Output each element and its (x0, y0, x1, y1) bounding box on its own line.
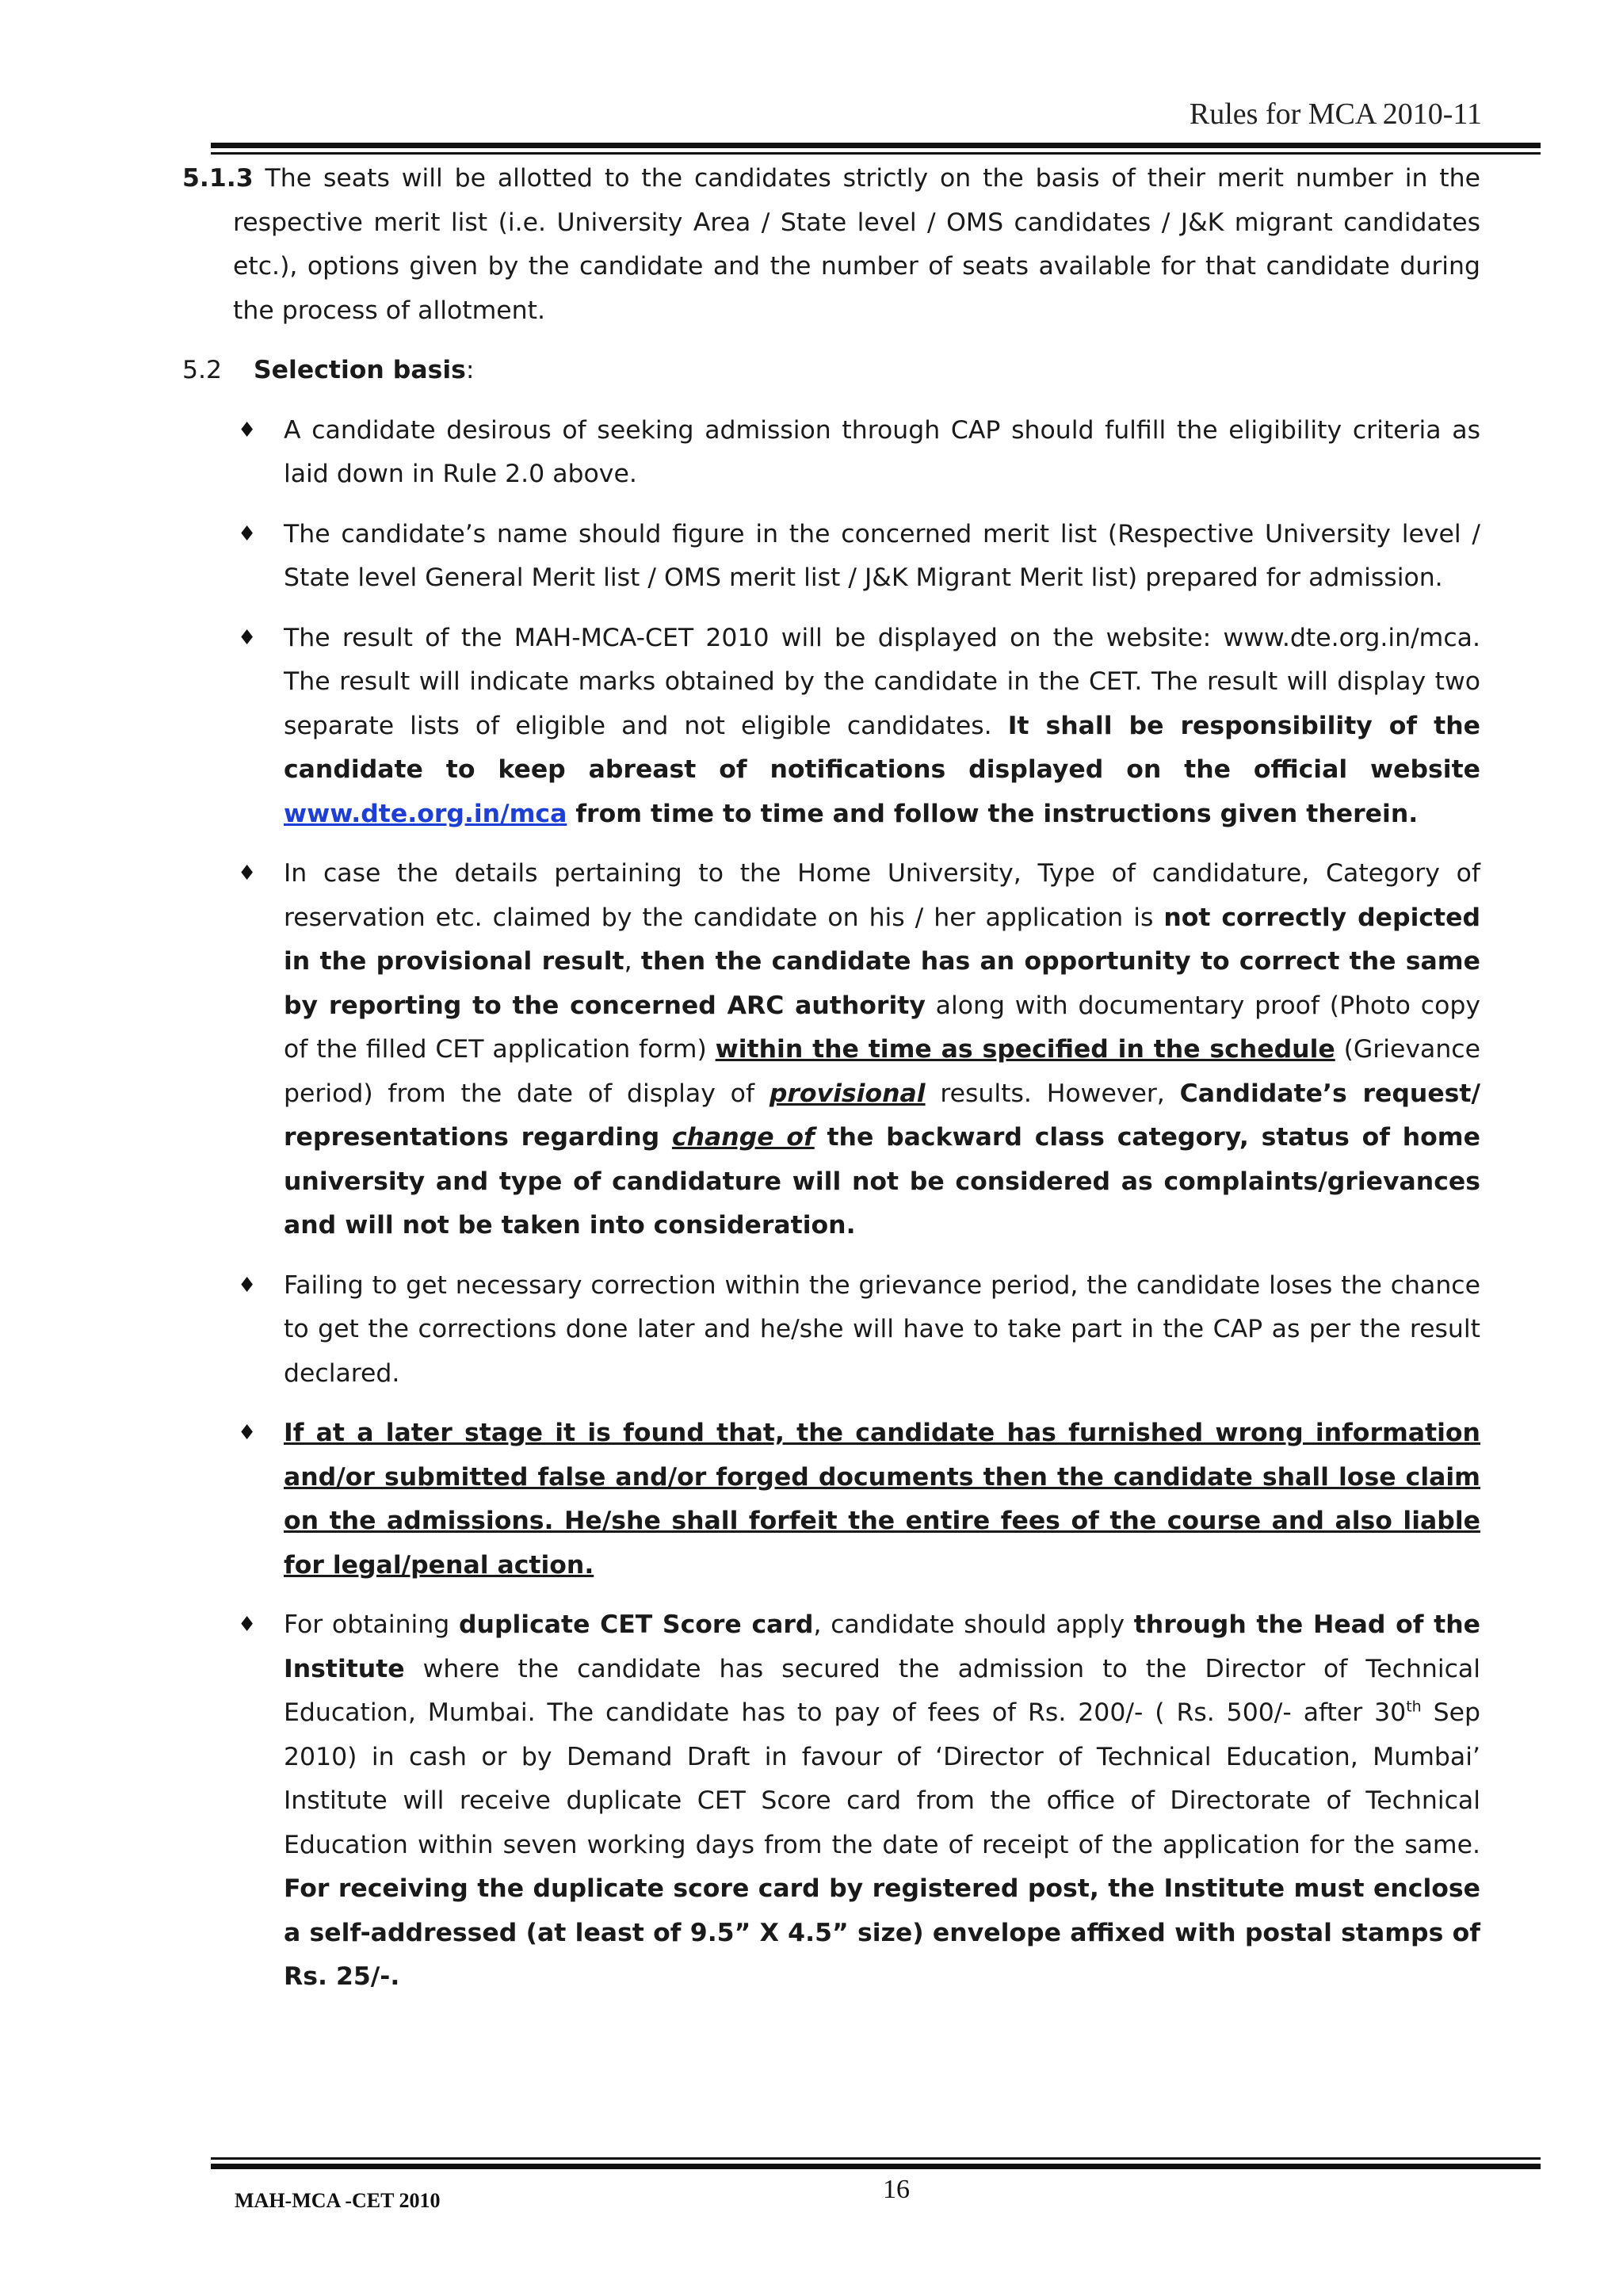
section-title: Selection basis (254, 356, 466, 384)
list-item: ♦ Failing to get necessary correction within the grievance period, the candidate loses the chance to get the corrections done later and he/she will have to take part in the CAP as per the result declared. (182, 1264, 1480, 1396)
footer-rule-thin (211, 2157, 1541, 2160)
page-content (182, 157, 1480, 2015)
diamond-bullet-icon: ♦ (238, 625, 257, 650)
list-item: ♦ For obtaining duplicate CET Score card, candidate should apply through the Head of the Institute where the candidate has secured the admission to the Director of Technical Education, Mumbai. The candidate has to pay of fees of Rs. 200/- ( Rs. 500/- after 30th Sep 2010) in cash or by Demand Draft in favour of ‘Director of Technical Education, Mumbai’ Institute will receive duplicate CET Score card from the office of Directorate of Technical Education within seven working days from the date of receipt of the application for the same. For receiving the duplicate score card by registered post, the Institute must enclose a self-addressed (at least of 9.5” X 4.5” size) envelope affixed with postal stamps of Rs. 25/-. (182, 1603, 1480, 2000)
section-5-1-3 (182, 157, 1480, 333)
selection-basis-list (182, 409, 1480, 2000)
header-title: Rules for MCA 2010-11 (1189, 97, 1482, 131)
list-item: ♦ In case the details pertaining to the Home University, Type of candidature, Category of reservation etc. claimed by the candidate on his / her application is not correctly depicted in the provisional result, then the candidate has an opportunity to correct the same by reporting to the concerned ARC authority along with documentary proof (Photo copy of the filled CET application form) within the time as specified in the schedule (Grievance period) from the date of display of provisional results. However, Candidate’s request/ representations regarding change of the backward class category, status of home university and type of candidature will not be considered as complaints/grievances and will not be taken into consideration. (182, 852, 1480, 1248)
diamond-bullet-icon: ♦ (238, 1421, 257, 1445)
footer-label: MAH-MCA -CET 2010 (235, 2189, 441, 2212)
diamond-bullet-icon: ♦ (238, 861, 257, 885)
section-5-2-heading: 5.2 Selection basis: (182, 349, 1480, 393)
diamond-bullet-icon: ♦ (238, 1613, 257, 1637)
list-item: ♦ A candidate desirous of seeking admission through CAP should fulfill the eligibility criteria as laid down in Rule 2.0 above. (182, 409, 1480, 497)
list-item: ♦ The candidate’s name should figure in the concerned merit list (Respective University level / State level General Merit list / OMS merit list / J&K Migrant Merit list) prepared for admission. (182, 513, 1480, 601)
diamond-bullet-icon: ♦ (238, 1273, 257, 1297)
website-link[interactable]: www.dte.org.in/mca (284, 799, 567, 828)
page-number: 16 (883, 2175, 910, 2204)
section-text: The seats will be allotted to the candidates strictly on the basis of their merit number in the respective merit list (i.e. University Area / State level / OMS candidates / J&K migrant candidates etc.), options given by the candidate and the number of seats available for that candidate during the process of allotment. (233, 164, 1480, 325)
header-rule-thin (211, 152, 1541, 155)
footer-rule-thick (211, 2164, 1541, 2169)
diamond-bullet-icon: ♦ (238, 418, 257, 442)
section-number: 5.2 (182, 356, 223, 384)
header-rule-thick (211, 143, 1541, 148)
section-number: 5.1.3 (182, 164, 254, 193)
diamond-bullet-icon: ♦ (238, 521, 257, 546)
list-item: ♦ The result of the MAH-MCA-CET 2010 will be displayed on the website: www.dte.org.in/mca. The result will indicate marks obtained by the candidate in the CET. The result will display two separate lists of eligible and not eligible candidates. It shall be responsibility of the candidate to keep abreast of notifications displayed on the official website www.dte.org.in/mca from time to time and follow the instructions given therein. (182, 617, 1480, 837)
list-item: ♦ If at a later stage it is found that, the candidate has furnished wrong information and/or submitted false and/or forged documents then the candidate shall lose claim on the admissions. He/she shall forfeit the entire fees of the course and also liable for legal/penal action. (182, 1412, 1480, 1587)
